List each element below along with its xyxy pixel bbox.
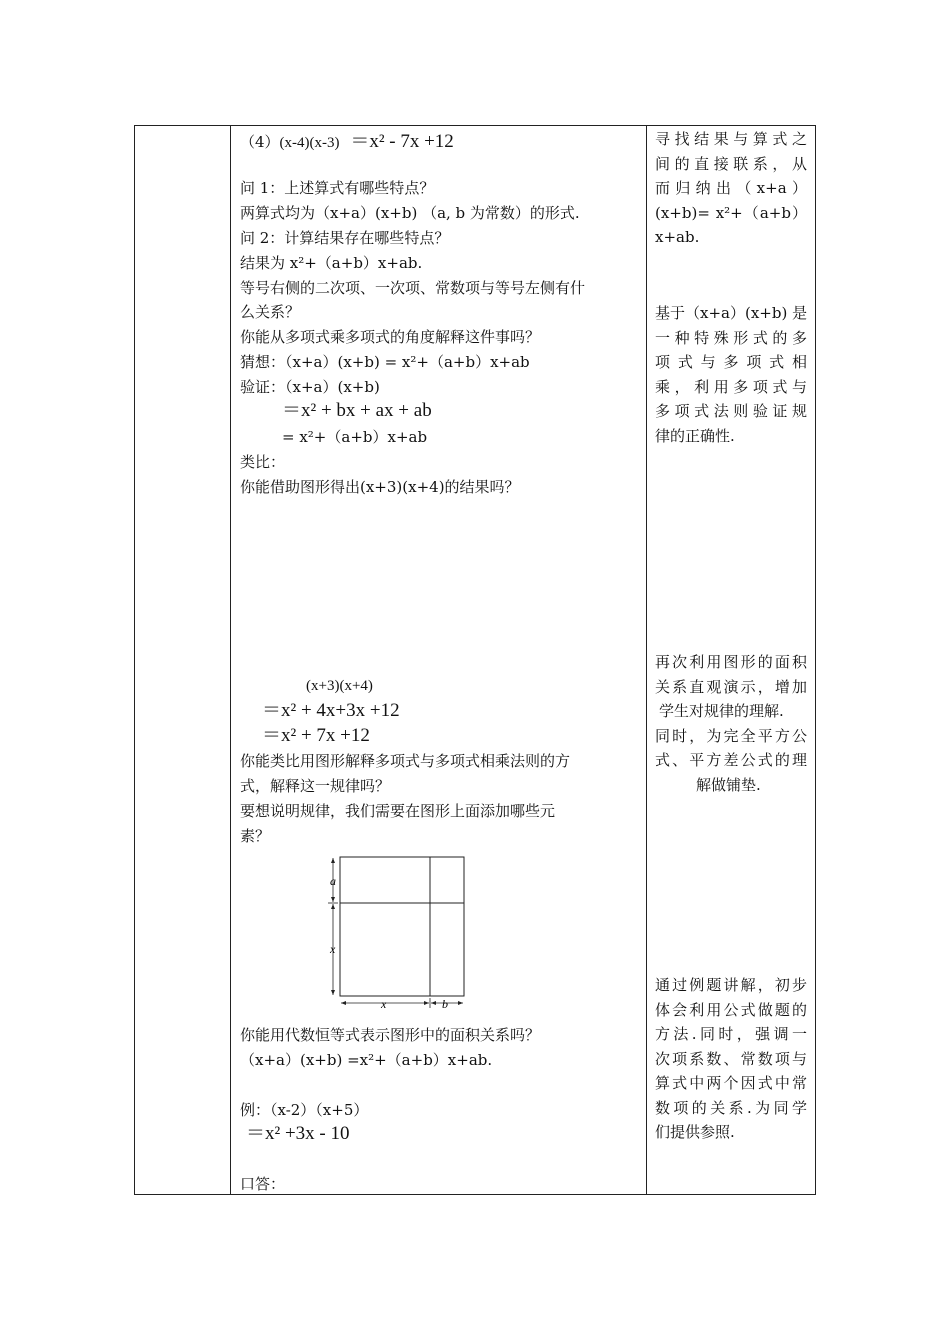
note-block-1 xyxy=(655,127,807,250)
question-5-line2: 素？ xyxy=(240,827,271,845)
oral-answer-label: 口答： xyxy=(240,1175,286,1193)
analogy-label: 类比： xyxy=(240,453,286,471)
note2-line: 多项式法则验证规 xyxy=(655,402,807,420)
note4-line: 通过例题讲解，初步 xyxy=(655,976,807,994)
note2-line: 律的正确性. xyxy=(655,426,735,445)
note1-line: (x+b)= x²+（a+b） xyxy=(655,203,807,222)
note2-line: 一种特殊形式的多 xyxy=(655,328,807,347)
dimension-x-arrow-left xyxy=(341,1001,346,1005)
note-block-3 xyxy=(655,650,807,797)
dimension-b-arrow-left xyxy=(431,1001,436,1005)
dimension-x-arrow-bottom xyxy=(331,990,335,995)
answer-1: 两算式均为（x+a）(x+b) （a, b 为常数）的形式. xyxy=(240,204,580,222)
column-divider-1 xyxy=(230,126,231,1194)
verify-label: 验证：（x+a）(x+b) xyxy=(240,378,380,396)
question-6: 你能用代数恒等式表示图形中的面积关系吗？ xyxy=(240,1026,541,1044)
question-4-line2: 式，解释这一规律吗？ xyxy=(240,777,391,795)
area-figure xyxy=(320,850,480,1010)
dimension-a-arrow-bottom xyxy=(331,897,335,902)
item4-expression: (x-4)(x-3) xyxy=(279,135,340,151)
label-b: b xyxy=(442,997,448,1010)
example-result: ＝x² +3x - 10 xyxy=(246,1123,350,1144)
note3-line: 再次利用图形的面积 xyxy=(655,653,807,671)
note3-line: 解做铺垫. xyxy=(696,775,761,794)
column-divider-2 xyxy=(646,126,647,1194)
dimension-x-arrow-top xyxy=(331,904,335,909)
question-3: 你能从多项式乘多项式的角度解释这件事吗？ xyxy=(240,328,541,346)
label-x-vertical: x xyxy=(330,942,336,956)
example-label: 例：（x-2）（x+5） xyxy=(240,1101,369,1119)
analogy-question: 你能借助图形得出(x+3)(x+4)的结果吗？ xyxy=(240,478,520,496)
verify-step-2: = x²+（a+b）x+ab xyxy=(282,428,428,446)
example-step-2: ＝x² + 7x +12 xyxy=(262,725,370,746)
note4-line: 们提供参照. xyxy=(655,1123,735,1141)
item4-label: （4） xyxy=(240,133,280,151)
dimension-b-arrow-right xyxy=(458,1001,463,1005)
note-block-2 xyxy=(655,301,807,448)
note2-line: 项式与多项式相 xyxy=(655,353,807,371)
note3-line: 关系直观演示，增加 xyxy=(655,677,807,696)
note4-line: 数项的关系.为同学 xyxy=(655,1098,807,1117)
label-a: a xyxy=(330,874,336,888)
note4-line: 次项系数、常数项与 xyxy=(655,1049,807,1068)
example-step-1: ＝x² + 4x+3x +12 xyxy=(262,700,400,721)
label-x-horizontal: x xyxy=(381,997,387,1010)
note4-line: 体会利用公式做题的 xyxy=(655,1000,807,1019)
question-2: 问 2：计算结果存在哪些特点？ xyxy=(240,229,450,247)
question-2b-line1: 等号右侧的二次项、一次项、常数项与等号左侧有什 xyxy=(240,279,586,297)
question-2b-line2: 么关系？ xyxy=(240,303,301,321)
answer-2: 结果为 x²+（a+b）x+ab. xyxy=(240,254,423,272)
note-block-4 xyxy=(655,973,807,1145)
note3-line: 学生对规律的理解. xyxy=(659,702,784,720)
question-4-line1: 你能类比用图形解释多项式与多项式相乘法则的方 xyxy=(240,752,571,770)
note4-line: 方法.同时，强调一 xyxy=(655,1025,807,1043)
verify-step-1: ＝x² + bx + ax + ab xyxy=(282,400,432,421)
note3-line: 同时，为完全平方公 xyxy=(655,726,807,745)
identity-line: （x+a）(x+b) =x²+（a+b）x+ab. xyxy=(240,1051,493,1069)
example-expression: (x+3)(x+4) xyxy=(306,678,373,694)
note2-line: 乘，利用多项式与 xyxy=(655,377,807,396)
guess-line: 猜想：（x+a）(x+b) = x²+（a+b）x+ab xyxy=(240,353,530,371)
note1-line: 寻找结果与算式之 xyxy=(655,130,807,148)
note3-line: 式、平方差公式的理 xyxy=(655,751,807,769)
dimension-x-arrow-right xyxy=(424,1001,429,1005)
outer-rectangle xyxy=(340,857,464,996)
note4-line: 算式中两个因式中常 xyxy=(655,1074,807,1092)
note2-line: 基于（x+a）(x+b) 是 xyxy=(655,304,808,322)
item4-line xyxy=(240,132,454,153)
question-5-line1: 要想说明规律，我们需要在图形上面添加哪些元 xyxy=(240,802,556,820)
item4-result: ＝x² - 7x +12 xyxy=(350,131,454,152)
question-1: 问 1：上述算式有哪些特点？ xyxy=(240,179,435,197)
dimension-a-arrow-top xyxy=(331,858,335,863)
note1-line: 而归纳出（x+a） xyxy=(655,179,807,197)
note1-line: x+ab. xyxy=(655,228,700,246)
note1-line: 间的直接联系，从 xyxy=(655,154,807,173)
